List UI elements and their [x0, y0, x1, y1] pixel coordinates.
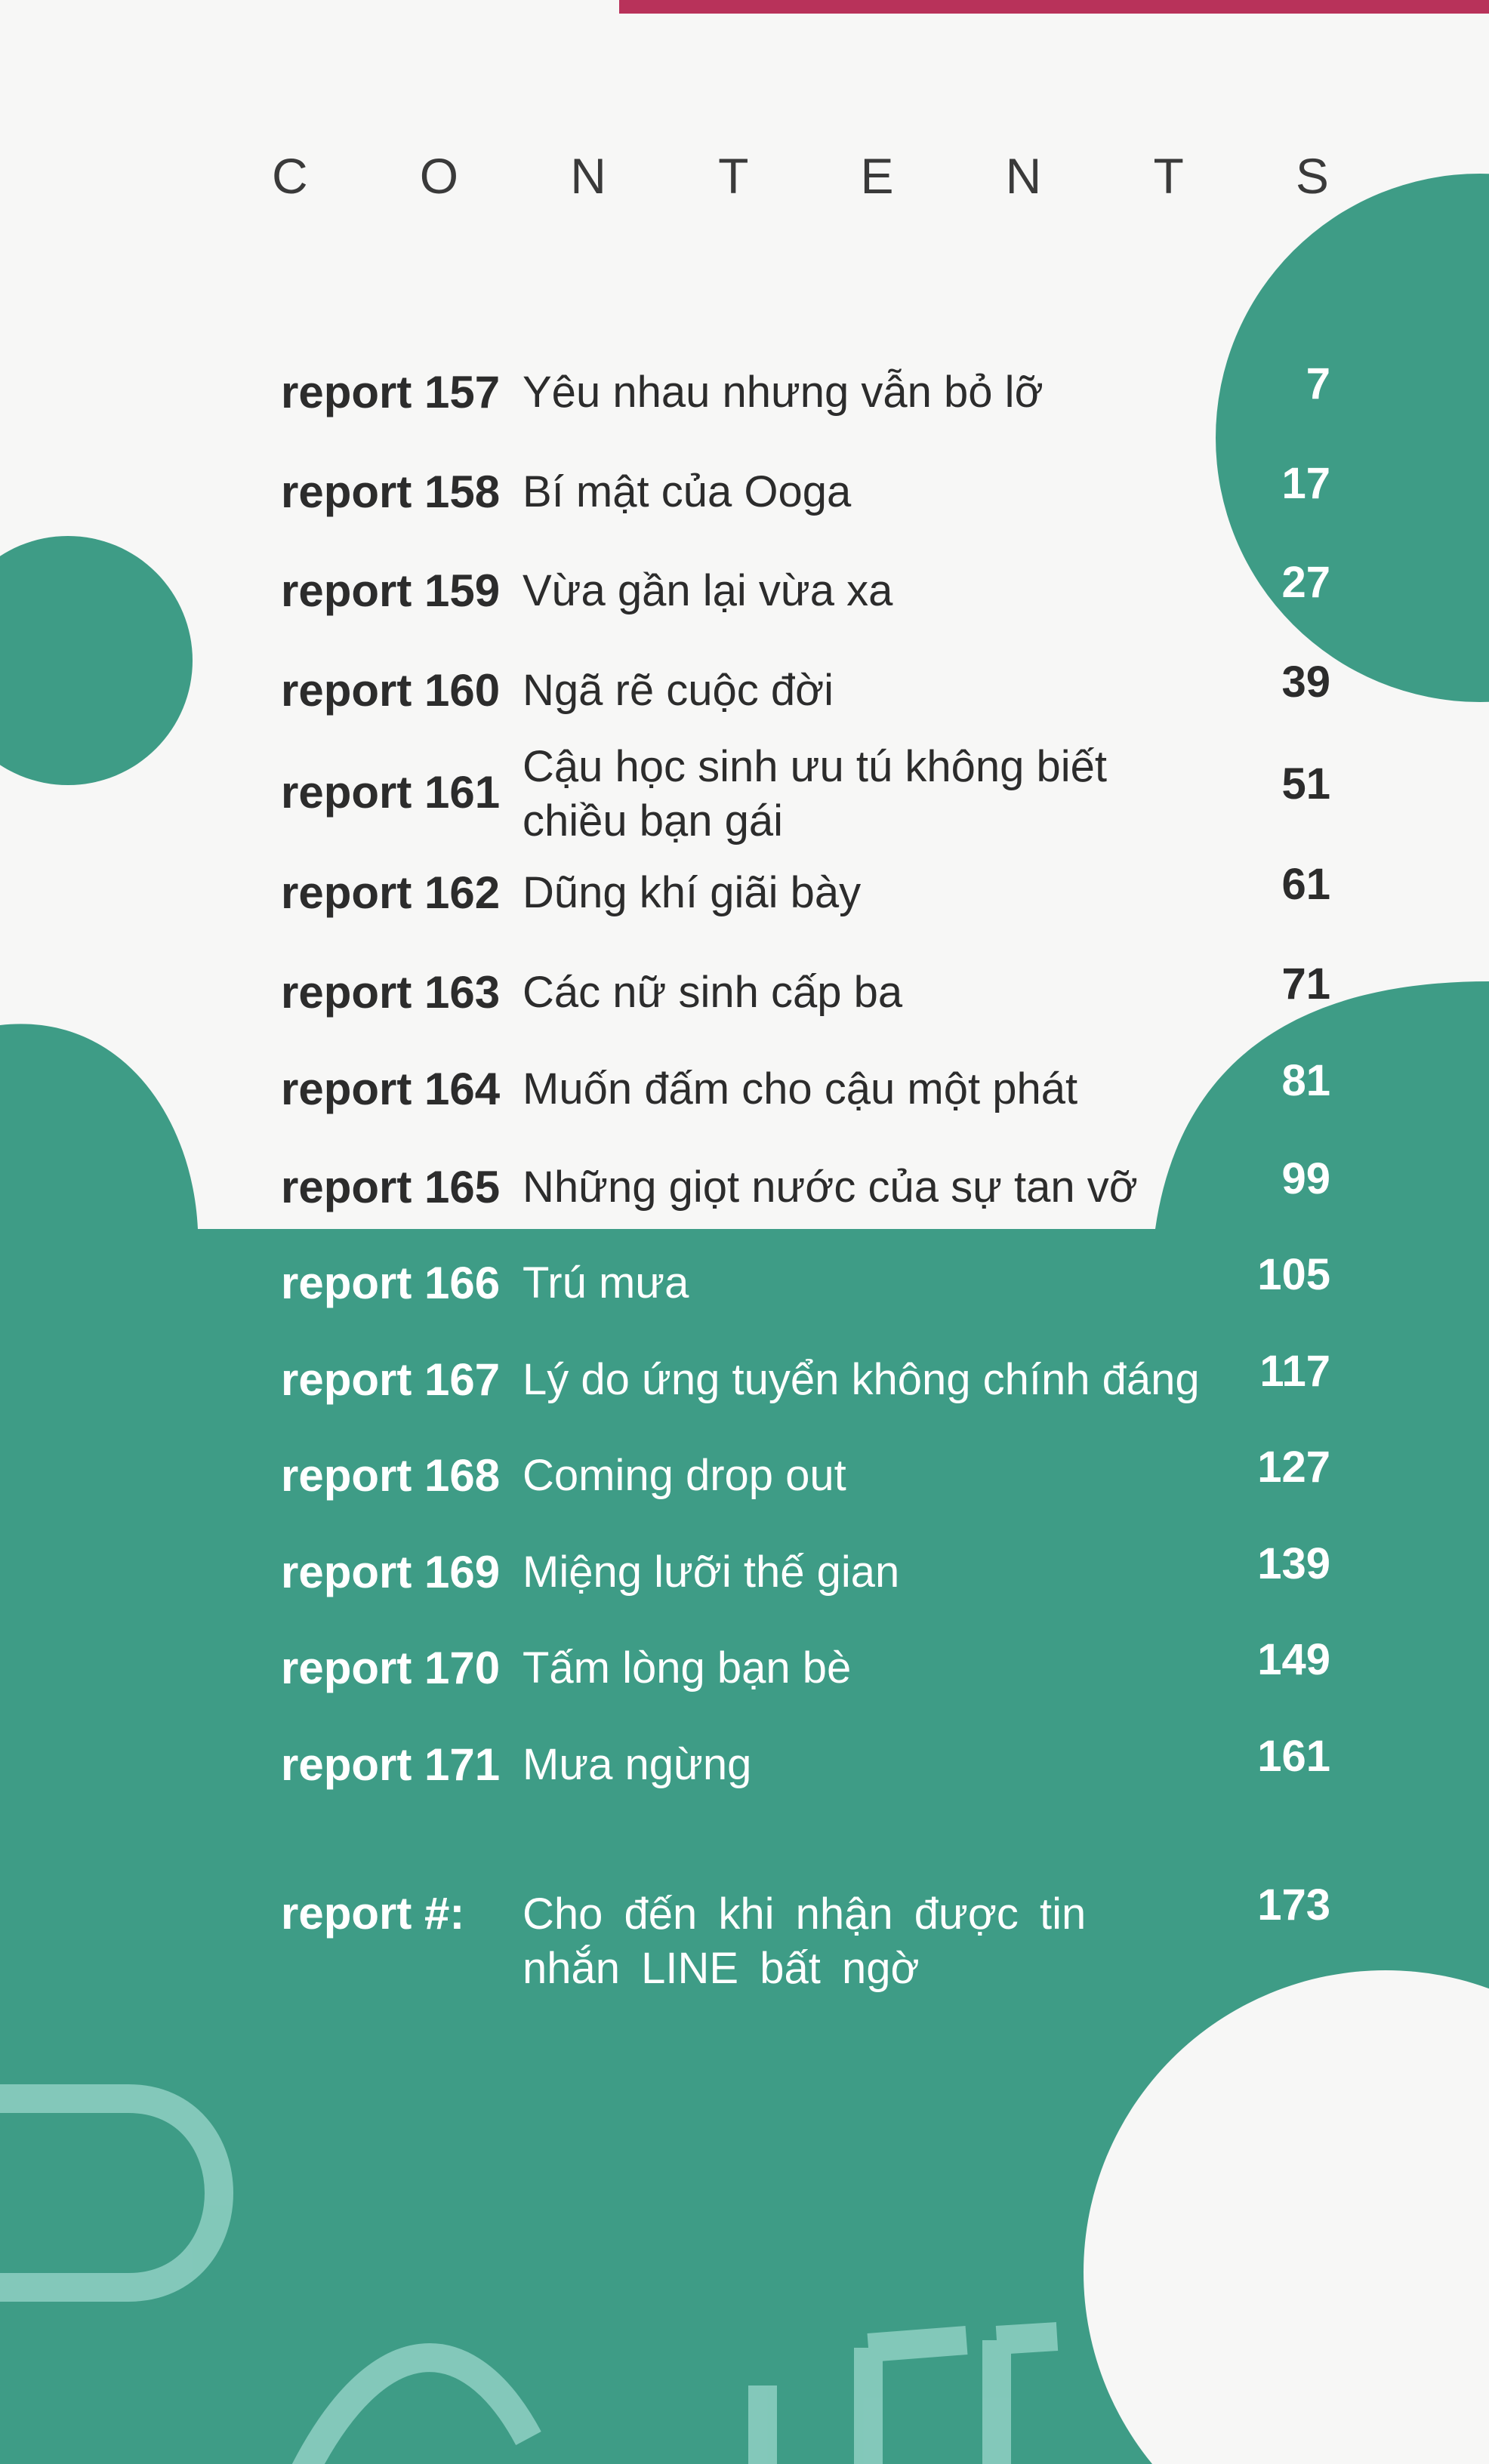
toc-entry [0, 1443, 1489, 1510]
entry-label: report 166 [281, 1258, 501, 1308]
heading-letter: O [419, 148, 459, 204]
entry-label: report 169 [281, 1547, 501, 1597]
toc-entry [0, 959, 1489, 1027]
toc-entry [0, 1347, 1489, 1414]
entry-title: Bí mật của Ooga [523, 467, 852, 516]
entry-title: Cho đến khi nhận được tin nhắn LINE bất ngờ [523, 1890, 1087, 1993]
entry-page: 61 [1281, 860, 1330, 909]
toc-entry [0, 1880, 1489, 1993]
toc-entry [0, 860, 1489, 927]
entry-page: 161 [1257, 1732, 1330, 1781]
entry-label: report 168 [281, 1450, 501, 1501]
entry-label: report 171 [281, 1739, 501, 1790]
entry-title: Các nữ sinh cấp ba [523, 968, 903, 1017]
entry-title: Ngã rẽ cuộc đời [523, 666, 834, 715]
heading-letter: N [1005, 148, 1042, 204]
entry-page: 173 [1257, 1880, 1330, 1930]
entry-page: 127 [1257, 1443, 1330, 1492]
toc-entry [0, 1250, 1489, 1317]
entry-label: report 160 [281, 665, 501, 716]
entry-title: Coming drop out [523, 1451, 846, 1500]
entry-label: report 162 [281, 867, 501, 918]
entry-page: 105 [1257, 1250, 1330, 1299]
toc-entry [0, 1154, 1489, 1221]
entry-title: Mưa ngừng [523, 1740, 752, 1789]
entry-title: Miệng lưỡi thế gian [523, 1548, 900, 1597]
entry-page: 17 [1281, 459, 1330, 508]
entry-label: report 170 [281, 1643, 501, 1693]
entry-page: 39 [1281, 658, 1330, 707]
entry-page: 51 [1281, 759, 1330, 808]
entry-title: Lý do ứng tuyển không chính đáng [523, 1355, 1200, 1404]
entry-label: report 167 [281, 1354, 501, 1405]
entry-page: 117 [1259, 1347, 1330, 1396]
toc-entry [0, 1056, 1489, 1123]
entry-label: report #: [281, 1888, 465, 1939]
entry-page: 81 [1281, 1056, 1330, 1105]
entry-page: 7 [1306, 359, 1330, 408]
entry-label: report 157 [281, 367, 501, 417]
entry-title: Muốn đấm cho cậu một phát [523, 1064, 1078, 1113]
entry-page: 99 [1281, 1154, 1330, 1203]
entry-title: Tấm lòng bạn bè [523, 1643, 852, 1692]
entry-label: report 161 [281, 767, 501, 818]
heading-letter: T [718, 148, 749, 204]
heading-letter: C [272, 148, 308, 204]
entry-page: 139 [1257, 1539, 1330, 1588]
entry-page: 149 [1257, 1635, 1330, 1684]
toc-entry [0, 359, 1489, 427]
entry-title: Yêu nhau nhưng vẫn bỏ lỡ [523, 368, 1044, 417]
entry-label: report 163 [281, 967, 501, 1018]
heading-letter: T [1153, 148, 1184, 204]
top-edge-strip [619, 0, 1489, 14]
toc-entry [0, 558, 1489, 625]
toc-entry [0, 658, 1489, 725]
toc-entry [0, 459, 1489, 526]
toc-entry [0, 742, 1489, 845]
toc-entry [0, 1539, 1489, 1606]
entry-label: report 165 [281, 1162, 501, 1212]
entry-title: Những giọt nước của sự tan vỡ [523, 1163, 1138, 1212]
entry-page: 27 [1281, 558, 1330, 607]
entry-title: Dũng khí giãi bày [523, 868, 862, 917]
contents-heading [272, 147, 1329, 205]
entry-label: report 159 [281, 565, 501, 616]
heading-letter: S [1295, 148, 1329, 204]
entry-title: Cậu học sinh ưu tú không biết chiều bạn gái [523, 742, 1107, 845]
entry-label: report 164 [281, 1064, 501, 1114]
entry-title: Trú mưa [523, 1258, 689, 1307]
toc-entry [0, 1635, 1489, 1702]
toc-entry [0, 1732, 1489, 1799]
heading-letter: E [860, 148, 894, 204]
entry-label: report 158 [281, 467, 501, 517]
heading-letter: N [570, 148, 606, 204]
entry-title: Vừa gần lại vừa xa [523, 566, 893, 615]
entry-page: 71 [1281, 959, 1330, 1009]
